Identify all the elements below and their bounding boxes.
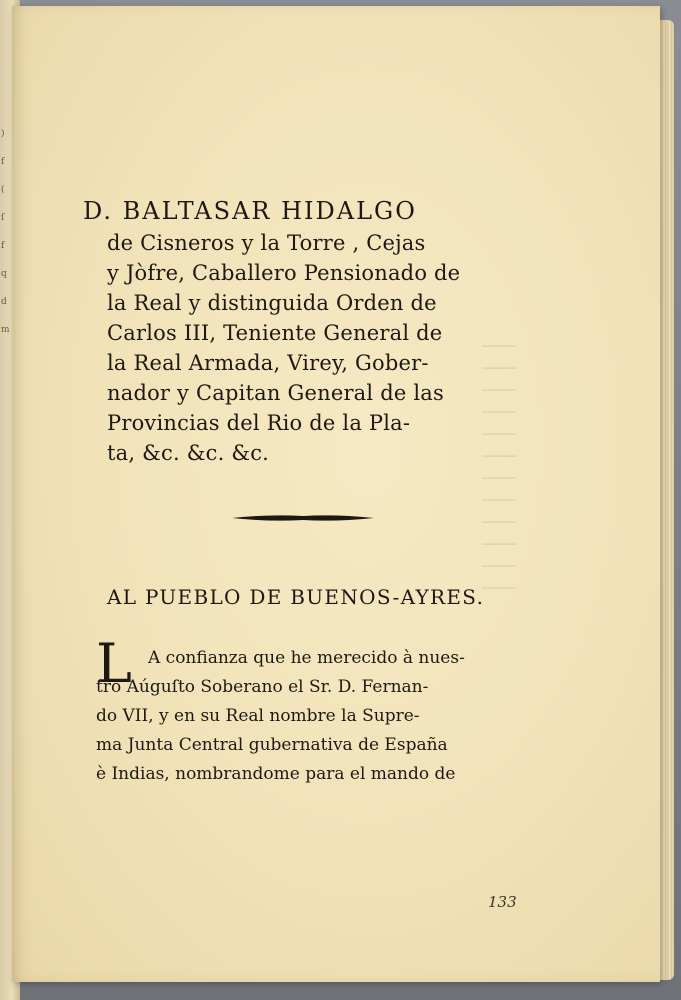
heading-line: la Real y distinguida Orden de <box>107 291 437 315</box>
body-line: A confianza que he merecido à nues- <box>148 648 465 668</box>
body-line: tro Aúguſto Soberano el Sr. D. Fernan- <box>96 677 429 697</box>
heading-line: Provincias del Rio de la Pla- <box>107 411 411 435</box>
body-line: è Indias, nombrandome para el mando de <box>96 764 456 784</box>
heading-title-block <box>83 194 507 468</box>
ink-show-through: ──── ──── ──── ──── ──── ──── ──── ──── ──── ──── ──── ──── <box>482 339 516 597</box>
previous-page-text-fragment: ) f ( ſ f q d m <box>1 129 10 335</box>
body-line: ma Junta Central gubernativa de España <box>96 735 448 755</box>
ornamental-rule <box>230 508 376 528</box>
address-heading: AL PUEBLO DE BUENOS-AYRES. <box>107 585 485 609</box>
heading-line: y Jòfre, Caballero Pensionado de <box>107 261 461 285</box>
heading-line: la Real Armada, Virey, Gober- <box>107 351 429 375</box>
drop-cap-letter: L <box>96 632 132 695</box>
heading-line: D. BALTASAR HIDALGO <box>83 197 417 225</box>
heading-line: Carlos III, Teniente General de <box>107 321 443 345</box>
body-line: do VII, y en su Real nombre la Supre- <box>96 706 420 726</box>
heading-line: de Cisneros y la Torre , Cejas <box>107 231 426 255</box>
heading-line: ta, &c. &c. &c. <box>107 441 270 465</box>
page-number: 133 <box>488 893 517 911</box>
heading-line: nador y Capitan General de las <box>107 381 444 405</box>
document-page <box>12 6 660 982</box>
body-paragraph <box>96 632 476 789</box>
